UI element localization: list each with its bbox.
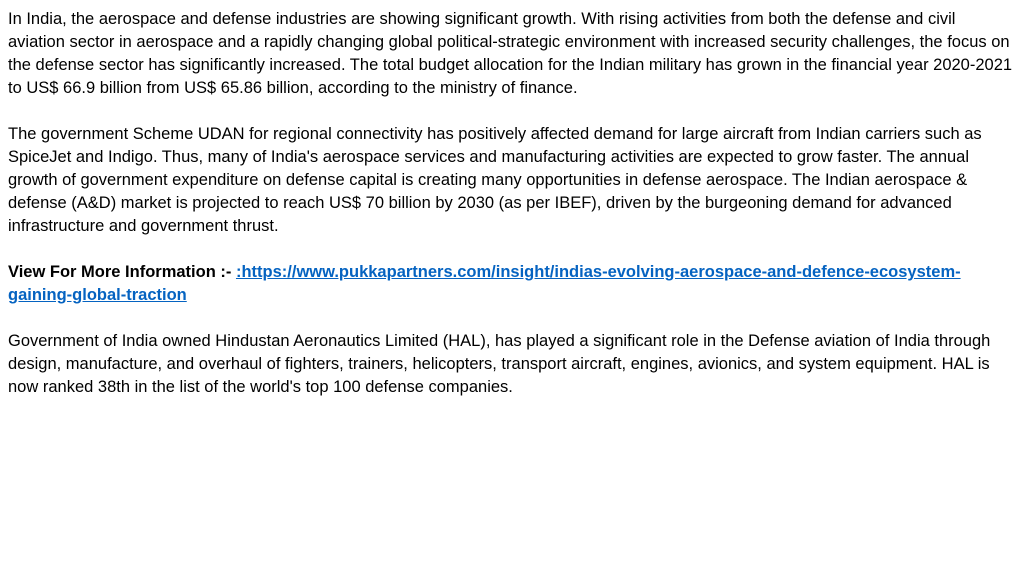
more-info-link[interactable]: :https://www.pukkapartners.com/insight/indias-evolving-aerospace-and-defence-ecosystem-gaining-global-traction [8,263,961,304]
document-body [8,8,1016,422]
paragraph-aerospace-growth: In India, the aerospace and defense industries are showing significant growth. With rising activities from both the defense and civil aviation sector in aerospace and a rapidly changing global political-strategic environment with increased security challenges, the focus on the defense sector has significantly increased. The total budget allocation for the Indian military has grown in the financial year 2020-2021 to US$ 66.9 billion from US$ 65.86 billion, according to the ministry of finance. [8,10,1013,97]
more-info-line [8,261,1016,307]
paragraph-hal: Government of India owned Hindustan Aeronautics Limited (HAL), has played a significant role in the Defense aviation of India through design, manufacture, and overhaul of fighters, trainers, helicopters, transport aircraft, engines, avionics, and system equipment. HAL is now ranked 38th in the list of the world's top 100 defense companies. [8,332,991,396]
more-info-label: View For More Information :- [8,263,236,281]
paragraph-udan-scheme: The government Scheme UDAN for regional connectivity has positively affected demand for large aircraft from Indian carriers such as SpiceJet and Indigo. Thus, many of India's aerospace services and manufacturing activities are expected to grow faster. The annual growth of government expenditure on defense capital is creating many opportunities in defense aerospace. The Indian aerospace & defense (A&D) market is projected to reach US$ 70 billion by 2030 (as per IBEF), driven by the burgeoning demand for advanced infrastructure and government thrust. [8,125,982,235]
